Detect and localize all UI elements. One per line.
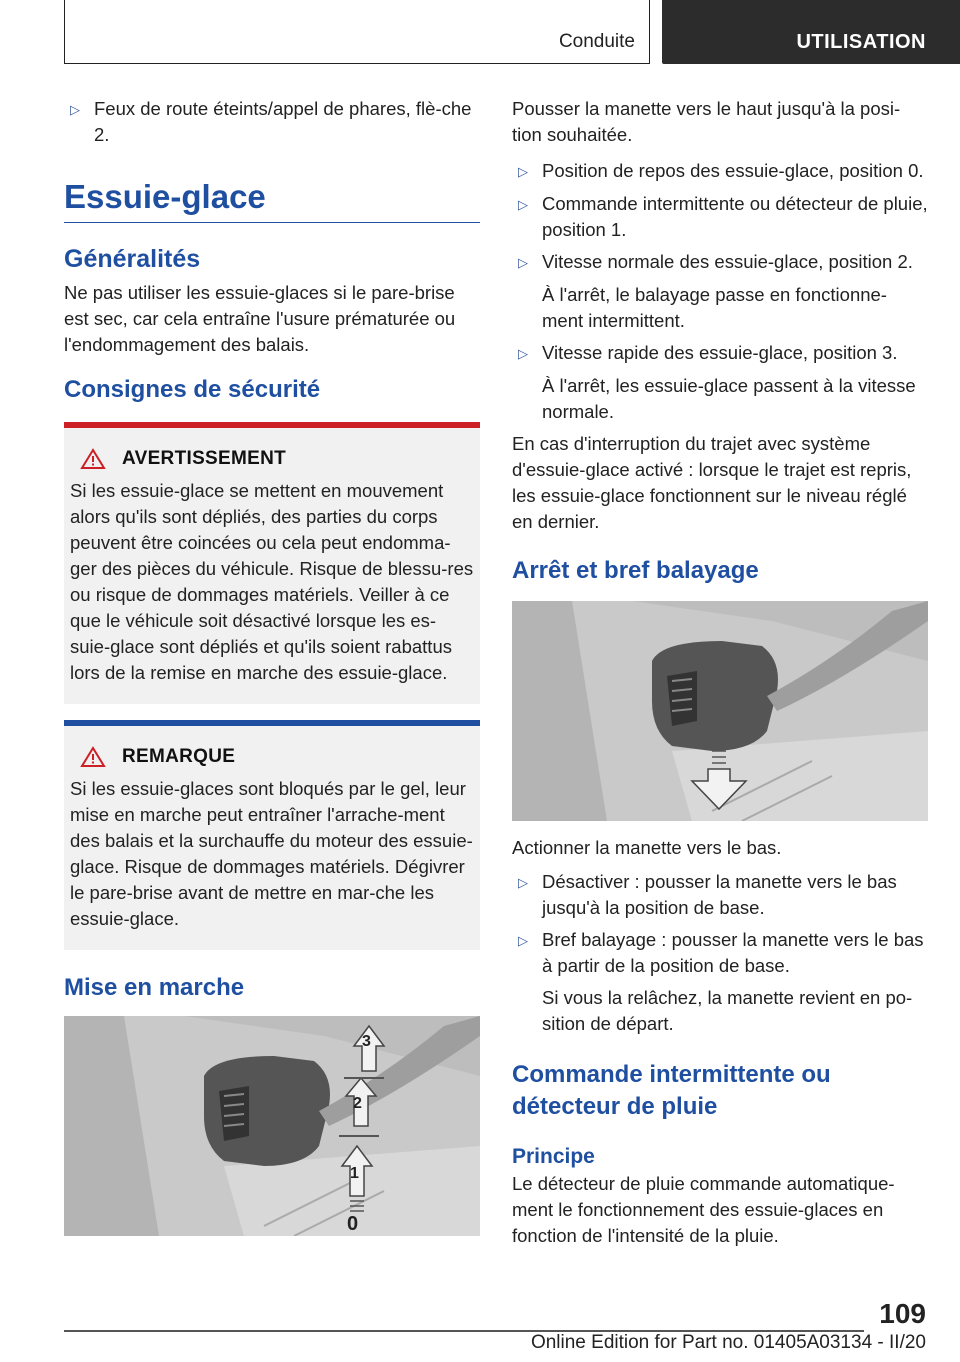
list-item: ▷ Vitesse rapide des essuie-glace, position 3. <box>512 340 928 367</box>
figure-label: 1 <box>350 1165 359 1182</box>
stop-intro-text: Actionner la manette vers le bas. <box>512 837 782 858</box>
triangle-bullet-icon: ▷ <box>518 875 528 890</box>
list-item: ▷ Désactiver : pousser la manette vers le bas jusqu'à la position de base. <box>512 869 928 921</box>
note-header <box>70 746 474 768</box>
triangle-bullet-icon: ▷ <box>518 933 528 948</box>
intro-text: Pousser la manette vers le haut jusqu'à la posi-tion souhaitée. <box>512 98 901 145</box>
triangle-bullet-icon: ▷ <box>518 346 528 361</box>
triangle-bullet-icon: ▷ <box>518 255 528 270</box>
list-item-note: À l'arrêt, le balayage passe en fonctionne-ment intermittent. <box>542 284 887 331</box>
subsection-title-start: Mise en marche <box>64 974 245 1001</box>
principle-title: Principe <box>512 1145 595 1168</box>
header-chapter-title: UTILISATION <box>796 31 926 53</box>
triangle-bullet-icon: ▷ <box>70 102 80 117</box>
wiper-stalk-positions-figure <box>64 1016 480 1236</box>
header-section-box <box>64 0 650 64</box>
right-column <box>512 96 928 1249</box>
wiper-stalk-down-figure <box>512 601 928 821</box>
warning-triangle-icon <box>80 448 106 470</box>
general-text: Ne pas utiliser les essuie-glaces si le pare-brise est sec, car cela entraîne l'usure prématurée ou l'endommagement des balais. <box>64 282 456 355</box>
warning-title: AVERTISSEMENT <box>122 448 287 469</box>
figure-label: 2 <box>353 1095 362 1112</box>
warning-box <box>64 422 480 704</box>
footer-edition: Online Edition for Part no. 01405A03134 - II/20 <box>530 1332 926 1353</box>
subsection-title-interval: Commande intermittente ou détecteur de pluie <box>512 1061 831 1120</box>
list-item: ▷ Feux de route éteints/appel de phares, flè-che 2. <box>64 96 480 148</box>
wiper-stalk-down-illustration <box>512 601 928 821</box>
list-item: ▷ Vitesse normale des essuie-glace, position 2. <box>512 249 928 276</box>
subsection-title-stop: Arrêt et bref balayage <box>512 557 759 584</box>
list-item: ▷ Commande intermittente ou détecteur de pluie, position 1. <box>512 191 928 243</box>
subsection-title-general: Généralités <box>64 245 201 273</box>
list-item: ▷ Position de repos des essuie-glace, position 0. <box>512 158 928 185</box>
section-title: Essuie-glace <box>64 178 480 223</box>
note-title: REMARQUE <box>122 746 236 767</box>
figure-label: 0 <box>347 1213 359 1235</box>
wiper-stalk-positions-illustration <box>64 1016 480 1236</box>
header-section-title: Conduite <box>558 31 635 52</box>
principle-text: Le détecteur de pluie commande automatique-ment le fonctionnement des essuie-glaces en fonction de l'intensité de la pluie. <box>512 1173 895 1246</box>
header-chapter-box <box>662 0 960 64</box>
note-text: Si les essuie-glaces sont bloqués par le gel, leur mise en marche peut entraîner l'arrache-ment des balais et la surchauffe du moteur des essuie-glace. Risque de dommages matériels. Dégivrer le pare-brise avant de mettre en mar-che les essuie-glace. <box>70 778 473 929</box>
triangle-bullet-icon: ▷ <box>518 164 528 179</box>
figure-label: 3 <box>362 1033 371 1050</box>
interrupt-text: En cas d'interruption du trajet avec système d'essuie-glace activé : lorsque le trajet est repris, les essuie-glace fonctionnent sur le niveau réglé en dernier. <box>512 433 912 532</box>
note-box <box>64 720 480 950</box>
warning-text: Si les essuie-glace se mettent en mouvement alors qu'ils sont dépliés, des parties du corps peuvent être coincées ou cela peut endomma-ger des pièces du véhicule. Risque de blessu-res ou risque de dommages matériels. Veiller à ce que le véhicule soit désactivé lorsque les es-suie-glace sont dépliés et qu'ils soient rabattus lors de la remise en marche des essuie-glace. <box>70 480 474 683</box>
stop-list <box>512 869 928 1037</box>
list-item: ▷ Bref balayage : pousser la manette vers le bas à partir de la position de base. <box>512 927 928 979</box>
subsection-title-safety: Consignes de sécurité <box>64 376 321 403</box>
list-item-note: À l'arrêt, les essuie-glace passent à la vitesse normale. <box>542 375 916 422</box>
positions-list <box>512 158 928 425</box>
triangle-bullet-icon: ▷ <box>518 197 528 212</box>
page-number: 109 <box>879 1298 926 1329</box>
left-column <box>64 96 480 1236</box>
warning-header <box>70 448 474 470</box>
list-item-note: Si vous la relâchez, la manette revient en po-sition de départ. <box>542 987 913 1034</box>
warning-triangle-icon <box>80 746 106 768</box>
